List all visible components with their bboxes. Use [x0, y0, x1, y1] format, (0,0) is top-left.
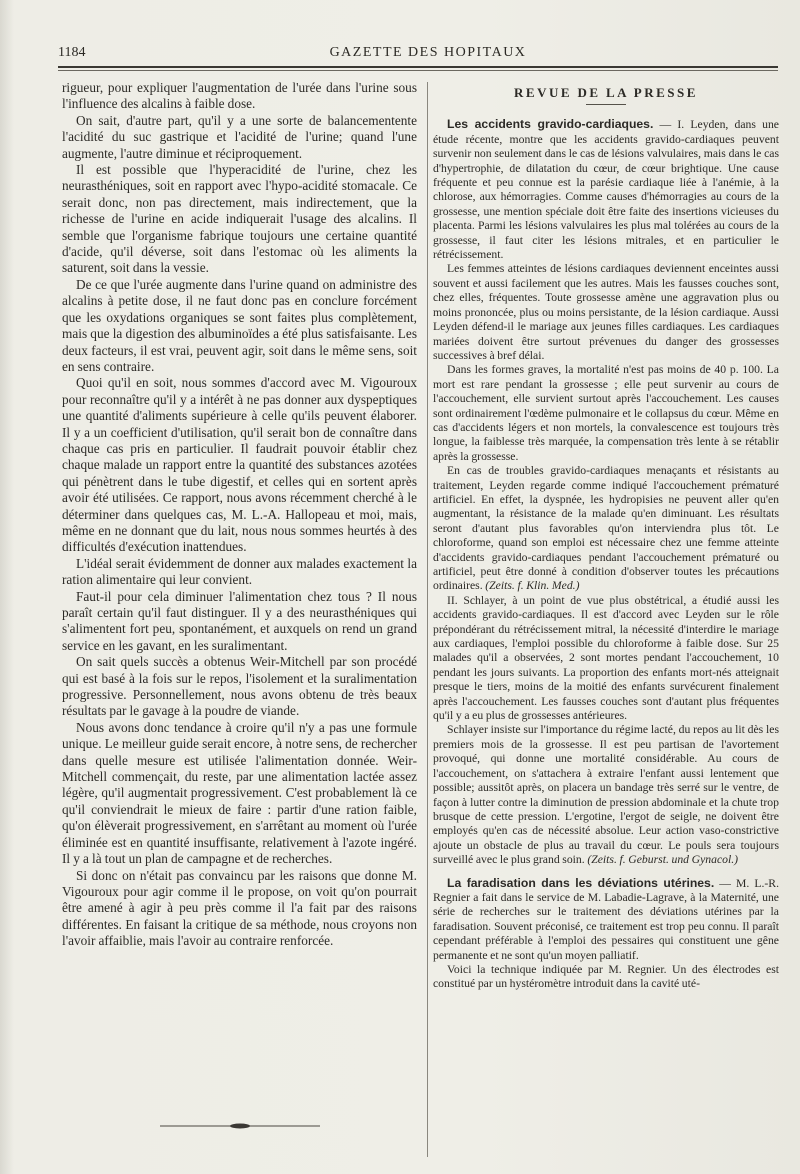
body-paragraph: On sait quels succès a obtenus Weir-Mitchell par son procédé qui est basé à la fois sur le repos, l'isolement et la suralimentation progressive. Personnellement, nous avons obtenu de très beaux résultats par le gavage à la poudre de viande.	[62, 654, 417, 719]
body-paragraph: L'idéal serait évidemment de donner aux malades exactement la ration alimentaire qui leur convient.	[62, 555, 417, 588]
body-paragraph: Dans les formes graves, la mortalité n'est pas moins de 40 p. 100. La mort est rare pendant la grossesse ; elle peut survenir au cours de l'accouchement, elle survient surtout après l'accouchement. Les causes sont ordinairement l'œdème pulmonaire et le collapsus du cœur. Même en cas d'accidents légers et non mortels, la convalescence est toujours très longue, la faiblesse très marquée, la compensation très lente à se rétablir après la grossesse.	[433, 363, 779, 463]
body-paragraph: On sait, d'autre part, qu'il y a une sorte de balancementente l'acidité du suc gastrique et l'acidité de l'urine; quand l'une augmente, l'autre diminue et réciproquement.	[62, 112, 417, 161]
body-paragraph: Faut-il pour cela diminuer l'alimentation chez tous ? Il nous paraît certain qu'il faut distinguer. Il y a des neurasthéniques qui s'alimentent fort peu, spontanément, et auxquels on rend un grand service en les gavant, en les suralimentant.	[62, 588, 417, 653]
body-paragraph: Les femmes atteintes de lésions cardiaques deviennent enceintes aussi souvent et aussi facilement que les autres. Mais les fausses couches sont, chez elles, fréquentes. Toute grossesse amène une aggravation plus ou moins prononcée, plus ou moins persistante, de la lésion cardiaque. Aussi Leyden défend-il le mariage aux jeunes filles cardiaques. Les cardiaques mariées doivent être surtout prévenues du danger des grossesses successives à bref délai.	[433, 262, 779, 362]
body-text: Schlayer insiste sur l'importance du régime lacté, du repos au lit dès les premiers mois de la grossesse. Il est peu partisan de l'avortement provoqué, qui donne une mortalité considérable. Au cours de l'accouchement, on s'attachera à extraire l'enfant aussi lentement que possible; aussitôt après, on placera un bandage très serré sur le ventre, de façon à lutter contre la diminution de pression abdominale et la chute trop brusque de cette pression. L'ergotine, l'ergot de seigle, ne doivent être employés qu'en cas de nécessité absolue. Leur action vaso-constrictive ajoute un obstacle de plus au travail du cœur. Le pouls sera toujours surveillé avec le plus grand soin.	[433, 723, 779, 867]
page-number: 1184	[58, 45, 86, 60]
end-ornament	[160, 1122, 320, 1130]
right-column	[433, 86, 779, 992]
body-paragraph: Voici la technique indiquée par M. Regnier. Un des électrodes est constitué par un hystéromètre introduit dans la cavité uté-	[433, 962, 779, 991]
article-lead-text: — I. Leyden, dans une étude récente, montre que les accidents gravido-cardiaques peuvent survenir non seulement dans le cas de lésions valvulaires, mais dans le cas d'hypertrophie, de dilatation du cœur, de cœur brightique. Une cause fréquente et peu connue est la parésie cardiaque liée à l'anémie, à la chlorose, aux hémorragies. Comme causes d'hémorragies au cours de la grossesse, une mention spéciale doit être faite des insertions vicieuses du placenta. Parmi les lésions valvulaires les plus mal tolérées au cours de la grossesse, il faut citer les lésions mitrales, et en particulier le rétrécissement.	[433, 118, 779, 262]
section-title: REVUE DE LA PRESSE	[514, 85, 698, 100]
column-divider	[427, 82, 428, 1157]
article-lead-paragraph	[433, 117, 779, 262]
journal-title: GAZETTE DES HOPITAUX	[329, 45, 527, 60]
header-rule-thin	[58, 70, 778, 71]
left-column	[62, 80, 417, 950]
body-paragraph: rigueur, pour expliquer l'augmentation de l'urée dans l'urine sous l'influence des alcalins à faible dose.	[62, 80, 417, 112]
section-separator	[586, 104, 626, 105]
body-paragraph	[433, 464, 779, 594]
article-lead-paragraph	[433, 876, 779, 963]
body-paragraph	[433, 723, 779, 867]
body-text: En cas de troubles gravido-cardiaques menaçants et résistants au traitement, Leyden regarde comme indiqué l'accouchement prématuré artificiel. En effet, la dyspnée, les hydropisies ne peuvent aller qu'en augmentant, la résistance de la malade qu'en diminuant. Les résultats seront d'autant plus favorables qu'on interviendra plus tôt. Le chloroforme, quand son emploi est nécessaire chez une femme atteinte d'accidents gravido-cardiaques pendant l'accouchement prématuré ou artificiel, peut être donné à condition d'observer toutes les précautions ordinaires.	[433, 464, 779, 593]
body-paragraph: II. Schlayer, à un point de vue plus obstétrical, a étudié aussi les accidents gravido-cardiaques. Il est d'accord avec Leyden sur le rôle prépondérant du rétrécissement mitral, la nécessité d'interdire le mariage aux cardiaques, l'emploi possible du chloroforme à faible dose. Sur 25 malades qu'il a observées, 2 sont mortes pendant l'accouchement, 10 pendant les jours suivants. La proportion des enfants mort-nés atteignait presque le tiers, moins de la moitié des enfants survécurent finalement après l'accouchement. Les fausses couches sont d'autant plus fréquentes qu'il y a eu plus de grossesses antérieures.	[433, 593, 779, 723]
body-paragraph: De ce que l'urée augmente dans l'urine quand on administre des alcalins à petite dose, il ne faut donc pas en conclure forcément que les oxydations organiques se sont faites plus complètement, mais que la digestion des albuminoïdes a été plus satisfaisante. Les deux facteurs, il est vrai, peuvent agir, soit dans le même sens, soit en sens contraire.	[62, 276, 417, 374]
article-heading: La faradisation dans les déviations utérines.	[447, 875, 715, 890]
header-rule	[58, 66, 778, 68]
citation: (Zeits. f. Geburst. und Gynacol.)	[587, 853, 739, 867]
article-heading: Les accidents gravido-cardiaques.	[447, 117, 654, 132]
body-paragraph: Il est possible que l'hyperacidité de l'urine, chez les neurasthéniques, soit en rapport avec l'hypo-acidité stomacale. Ce serait donc, non pas directement, mais indirectement, que la richesse de l'urine en acide indiquerait l'usage des alcalins. Il semble que l'organisme fabrique toujours une certaine quantité d'acide, qu'il déverse, soit dans l'estomac où les aliments la saturent, soit dans la vessie.	[62, 162, 417, 276]
body-paragraph: Nous avons donc tendance à croire qu'il n'y a pas une formule unique. Le meilleur guide serait encore, à notre sens, de rechercher dans quelle mesure est utilisée l'alimentation donnée. Weir-Mitchell commençait, du reste, par une alimentation lactée assez légère, qu'il augmentait progressivement. C'est probablement là ce qu'il conviendrait le mieux de faire : partir d'une ration faible, qu'on élèverait progressivement, en s'arrêtant au moment où l'urée éliminée est en quantité insuffisante, relativement à l'azote ingéré. Il y a là tout un plan de campagne et de recherches.	[62, 719, 417, 867]
article-lead-text: — M. L.-R. Regnier a fait dans le service de M. Labadie-Lagrave, à la Maternité, une série de recherches sur le traitement des déviations utérines par la faradisation. Souvent préconisé, ce traitement est trop peu connu. Il paraît cependant préférable à l'emploi des pessaires qui constituent une gêne permanente et ne sont qu'un moyen palliatif.	[433, 876, 779, 962]
body-paragraph: Si donc on n'était pas convaincu par les raisons que donne M. Vigouroux pour agir comme il le propose, on voit qu'on pourrait être amené à agir à peu près comme il l'a fait par des raisons différentes. En faisant la critique de sa méthode, nous croyons non l'avoir affaiblie, mais l'avoir au contraire renforcée.	[62, 867, 417, 949]
body-paragraph: Quoi qu'il en soit, nous sommes d'accord avec M. Vigouroux pour reconnaître qu'il y a intérêt à ne pas donner aux dyspeptiques une quantité d'aliments supérieure à celle qu'ils peuvent élaborer. Il y a un coefficient d'utilisation, qu'il serait bon de connaître dans chaque cas pris en particulier. Il faudrait pouvoir établir chez chaque malade un rapport entre la quantité des substances azotées qui pénètrent dans le tube digestif, et celles qui en sortent après avoir été utilisées. Ce rapport, nous avons récemment cherché à le déterminer dans quelques cas, M. L.-A. Hallopeau et moi, mais, même en ne donnant que du lait, nous nous sommes heurtés à des difficultés d'exécution inattendues.	[62, 375, 417, 555]
page-header	[58, 42, 778, 64]
citation: (Zeits. f. Klin. Med.)	[485, 579, 580, 593]
